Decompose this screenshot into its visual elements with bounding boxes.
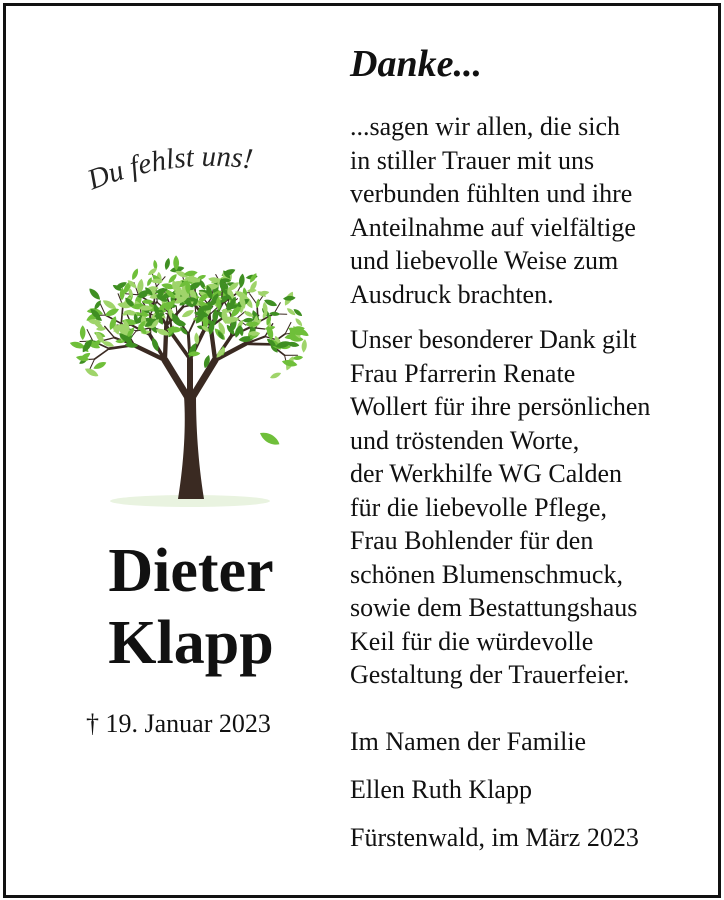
tree-branch bbox=[190, 360, 215, 401]
text-line: in stiller Trauer mit uns bbox=[350, 145, 595, 175]
text-line: Anteilnahme auf vielfältige bbox=[350, 212, 636, 242]
text-line: schönen Blumenschmuck, bbox=[350, 559, 623, 589]
thanks-heading: Danke... bbox=[350, 43, 482, 85]
text-line: Unser besonderer Dank gilt bbox=[350, 325, 637, 354]
text-line: ...sagen wir allen, die sich bbox=[350, 112, 621, 141]
tree-trunk bbox=[178, 396, 204, 499]
signature-line-family: Im Namen der Familie bbox=[350, 726, 587, 756]
motto-arc bbox=[83, 138, 310, 198]
text-line: Ausdruck brachten. bbox=[350, 279, 554, 309]
text-line: Wollert für ihre persönlichen bbox=[350, 392, 651, 421]
tree-icon bbox=[50, 211, 334, 516]
leaf-icon bbox=[294, 317, 304, 327]
leaf-icon bbox=[292, 355, 303, 361]
leaf-icon bbox=[181, 308, 195, 319]
text-line: Keil für die würdevolle bbox=[350, 626, 594, 656]
text-line: der Werkhilfe WG Calden bbox=[350, 459, 623, 488]
text-line: verbunden fühlten und ihre bbox=[350, 179, 633, 208]
leaf-icon bbox=[80, 325, 86, 340]
obituary-frame bbox=[3, 3, 721, 898]
tree-branch bbox=[87, 330, 93, 342]
thanks-paragraph-2 bbox=[350, 323, 700, 692]
text-line: Frau Bohlender für den bbox=[350, 526, 594, 555]
text-line: und tröstenden Worte, bbox=[350, 425, 580, 455]
text-line: Frau Pfarrerin Renate bbox=[350, 358, 576, 388]
motto-text bbox=[82, 141, 254, 197]
text-line: sowie dem Bestattungshaus bbox=[350, 593, 638, 622]
text-line: Gestaltung der Trauerfeier. bbox=[350, 660, 630, 689]
thanks-column bbox=[350, 36, 700, 854]
leaf-icon bbox=[87, 287, 102, 302]
thanks-paragraph-1 bbox=[350, 110, 700, 311]
leaf-icon bbox=[130, 268, 139, 281]
tree-branch bbox=[95, 349, 110, 359]
leaf-icon bbox=[258, 429, 282, 448]
signature-name: Ellen Ruth Klapp bbox=[350, 774, 532, 804]
text-line: und liebevolle Weise zum bbox=[350, 246, 619, 275]
leaf-icon bbox=[269, 371, 282, 380]
signature-place-date: Fürstenwald, im März 2023 bbox=[350, 822, 639, 852]
text-line: für die liebevolle Pflege, bbox=[350, 492, 608, 522]
deceased-last-name: Klapp bbox=[108, 609, 274, 677]
motto bbox=[83, 138, 310, 198]
leaf-icon bbox=[92, 360, 107, 371]
deceased-first-name: Dieter bbox=[108, 537, 274, 605]
tree-illustration bbox=[50, 211, 334, 516]
leaf-icon bbox=[238, 273, 245, 288]
motto-text-path: Du fehlst uns! bbox=[83, 140, 255, 197]
leaf-icon bbox=[258, 290, 270, 296]
tree-branch bbox=[165, 360, 190, 401]
death-date: † 19. Januar 2023 bbox=[86, 709, 271, 738]
leaf-icon bbox=[164, 257, 171, 270]
leaf-icon bbox=[301, 339, 307, 353]
leaf-icon bbox=[283, 295, 296, 301]
